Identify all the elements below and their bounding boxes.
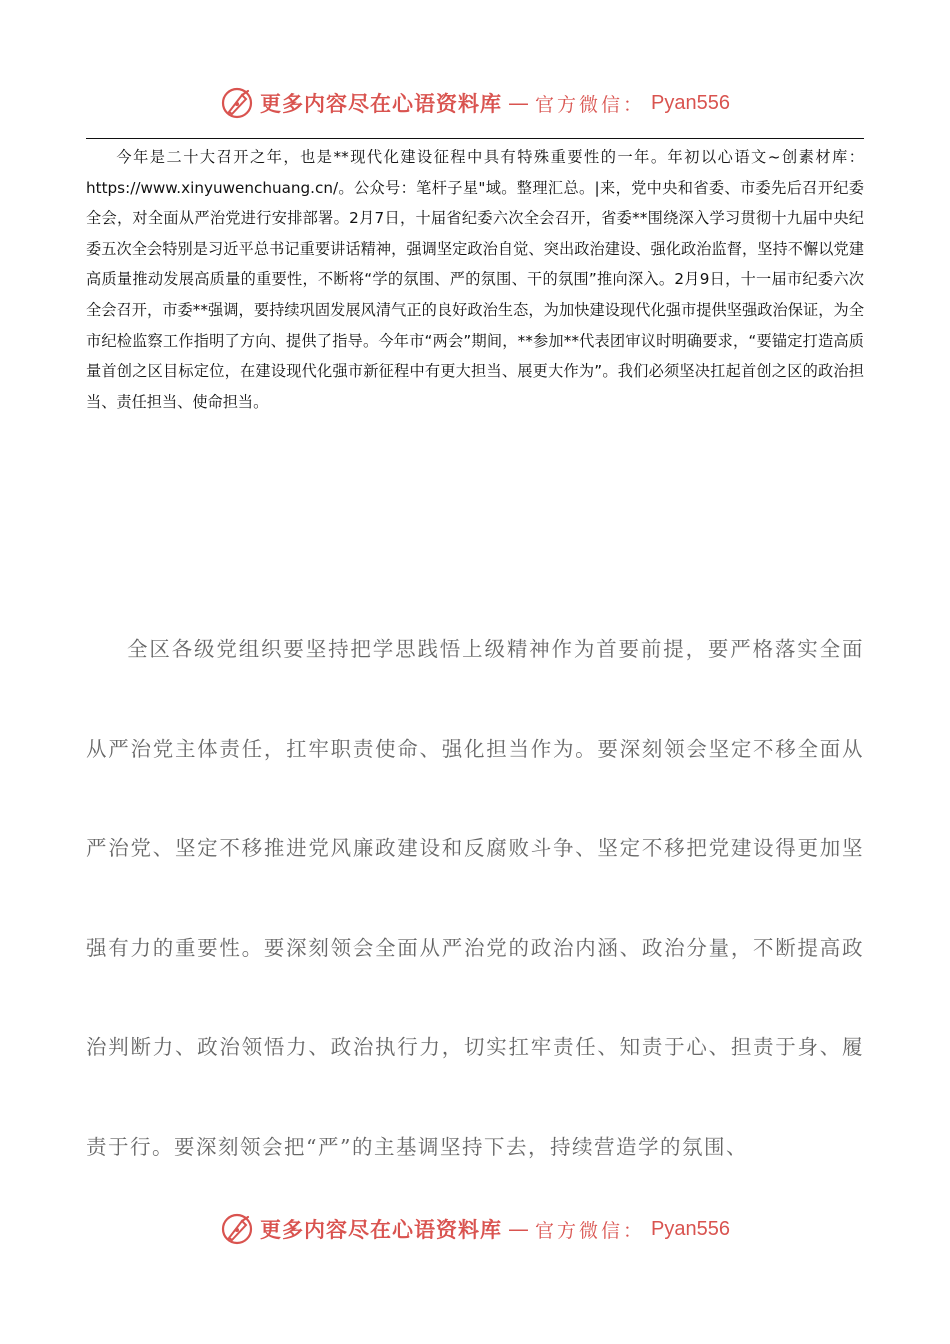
banner-separator: — xyxy=(508,1217,529,1241)
wechat-id: Pyan556 xyxy=(651,1217,730,1240)
body-paragraph-2: 全区各级党组织要坚持把学思践悟上级精神作为首要前提，要严格落实全面从严治党主体责任，扛牢职责使命、强化担当作为。要深刻领会坚定不移全面从严治党、坚定不移推进党风廉政建设和反腐败斗争、坚定不移把党建设得更加坚强有力的重要性。要深刻领会全面从严治党的政治内涵、政治分量，不断提高政治判断力、政治领悟力、政治执行力，切实扛牢责任、知责于心、担责于身、履责于行。要深刻领会把“严”的主基调坚持下去，持续营造学的氛围、 xyxy=(86,637,864,1159)
pen-nib-circle-icon xyxy=(220,86,254,120)
footer-banner xyxy=(0,1212,950,1246)
site-name: 更多内容尽在心语资料库 xyxy=(260,1217,502,1242)
pen-nib-circle-icon xyxy=(220,1212,254,1246)
header-divider xyxy=(86,138,864,139)
body-paragraph-1: 今年是二十大召开之年，也是**现代化建设征程中具有特殊重要性的一年。年初以心语文~创素材库：https://www.xinyuwenchuang.cn/。公众号：笔杆子星"域。整理汇总。|来，党中央和省委、市委先后召开纪委全会，对全面从严治党进行安排部署。2月7日，十届省纪委六次全会召开，省委**围绕深入学习贯彻十九届中央纪委五次全会特别是习近平总书记重要讲话精神，强调坚定政治自觉、突出政治建设、强化政治监督，坚持不懈以党建高质量推动发展高质量的重要性，不断将“学的氛围、严的氛围、干的氛围”推向深入。2月9日，十一届市纪委六次全会召开，市委**强调，要持续巩固发展风清气正的良好政治生态，为加快建设现代化强市提供坚强政治保证，为全市纪检监察工作指明了方向、提供了指导。今年市“两会”期间，**参加**代表团审议时明确要求，“要锚定打造高质量首创之区目标定位，在建设现代化强市新征程中有更大担当、展更大作为”。我们必须坚决扛起首创之区的政治担当、责任担当、使命担当。 xyxy=(86,148,864,411)
header-banner xyxy=(0,86,950,120)
wechat-id: Pyan556 xyxy=(651,91,730,114)
banner-separator: — xyxy=(508,91,529,115)
wechat-label: 官方微信： xyxy=(535,1219,646,1242)
site-name: 更多内容尽在心语资料库 xyxy=(260,91,502,116)
wechat-label: 官方微信： xyxy=(535,93,646,116)
